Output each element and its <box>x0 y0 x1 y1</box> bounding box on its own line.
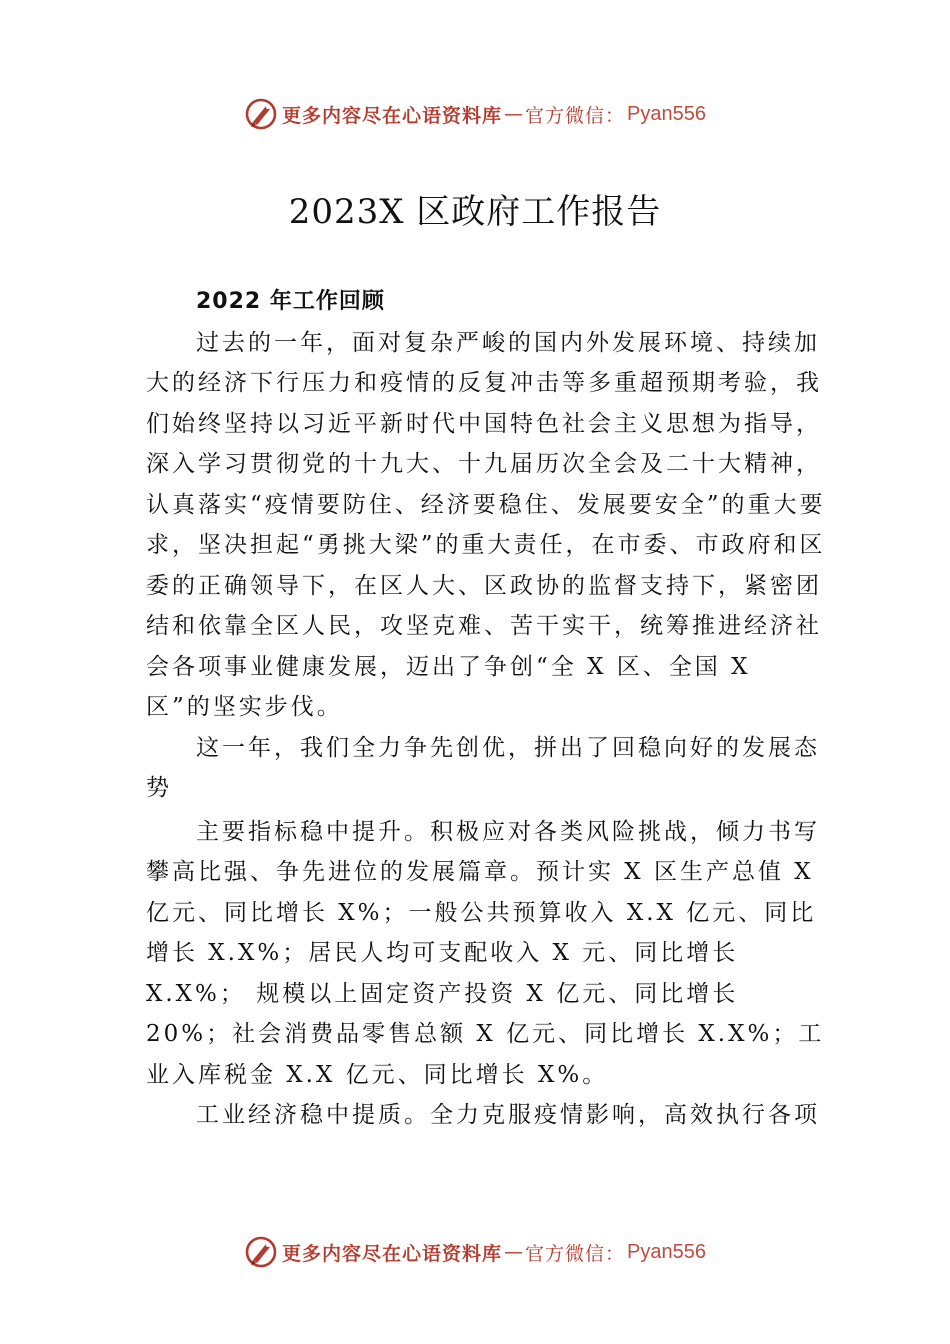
document-body <box>146 282 826 1136</box>
footer-watermark-banner <box>0 1232 950 1272</box>
paragraph-indicators: 主要指标稳中提升。积极应对各类风险挑战，倾力书写攀高比强、争先进位的发展篇章。预计实 X 区生产总值 X 亿元、同比增长 X%；一般公共预算收入 X.X 亿元、同比增长 X.X%；居民人均可支配收入 X 元、同比增长 X.X%； 规模以上固定资产投资 X 亿元、同比增长 20%；社会消费品零售总额 X 亿元、同比增长 X.X%；工业入库税金 X.X 亿元、同比增长 X%。 <box>146 818 825 1088</box>
section-heading: 2022 年工作回顾 <box>196 289 385 314</box>
banner-slogan: 更多内容尽在心语资料库 <box>282 104 503 127</box>
paragraph-review: 过去的一年，面对复杂严峻的国内外发展环境、持续加大的经济下行压力和疫情的反复冲击等多重超预期考验，我们始终坚持以习近平新时代中国特色社会主义思想为指导， 深入学习贯彻党的十九大、十九届历次全会及二十大精神， 认真落实“疫情要防住、经济要稳住、发展要安全”的重大要求，坚决担起“勇挑大梁”的重大责任，在市委、市政府和区委的正确领导下，在区人大、区政协的监督支持下，紧密团结和依靠全区人民，攻坚克难、苦干实干，统筹推进经济社会各项事业健康发展，迈出了争创“全 X 区、全国 X 区”的坚实步伐。 <box>146 329 826 720</box>
banner-wechat-label: 官方微信： <box>525 1242 626 1265</box>
document-title: 2023X 区政府工作报告 <box>288 192 662 232</box>
pen-logo-icon <box>244 97 278 131</box>
banner-slogan: 更多内容尽在心语资料库 <box>282 1242 503 1265</box>
header-watermark-banner <box>0 94 950 134</box>
banner-separator: — <box>504 1241 524 1263</box>
pen-logo-icon <box>244 1235 278 1269</box>
banner-wechat-id: Pyan556 <box>627 1240 706 1263</box>
banner-wechat-id: Pyan556 <box>627 102 706 125</box>
paragraph-summary: 这一年，我们全力争先创优，拼出了回稳向好的发展态势 <box>146 734 820 801</box>
banner-wechat-label: 官方微信： <box>525 104 626 127</box>
banner-separator: — <box>504 103 524 125</box>
paragraph-industry: 工业经济稳中提质。全力克服疫情影响，高效执行各项 <box>196 1102 820 1128</box>
